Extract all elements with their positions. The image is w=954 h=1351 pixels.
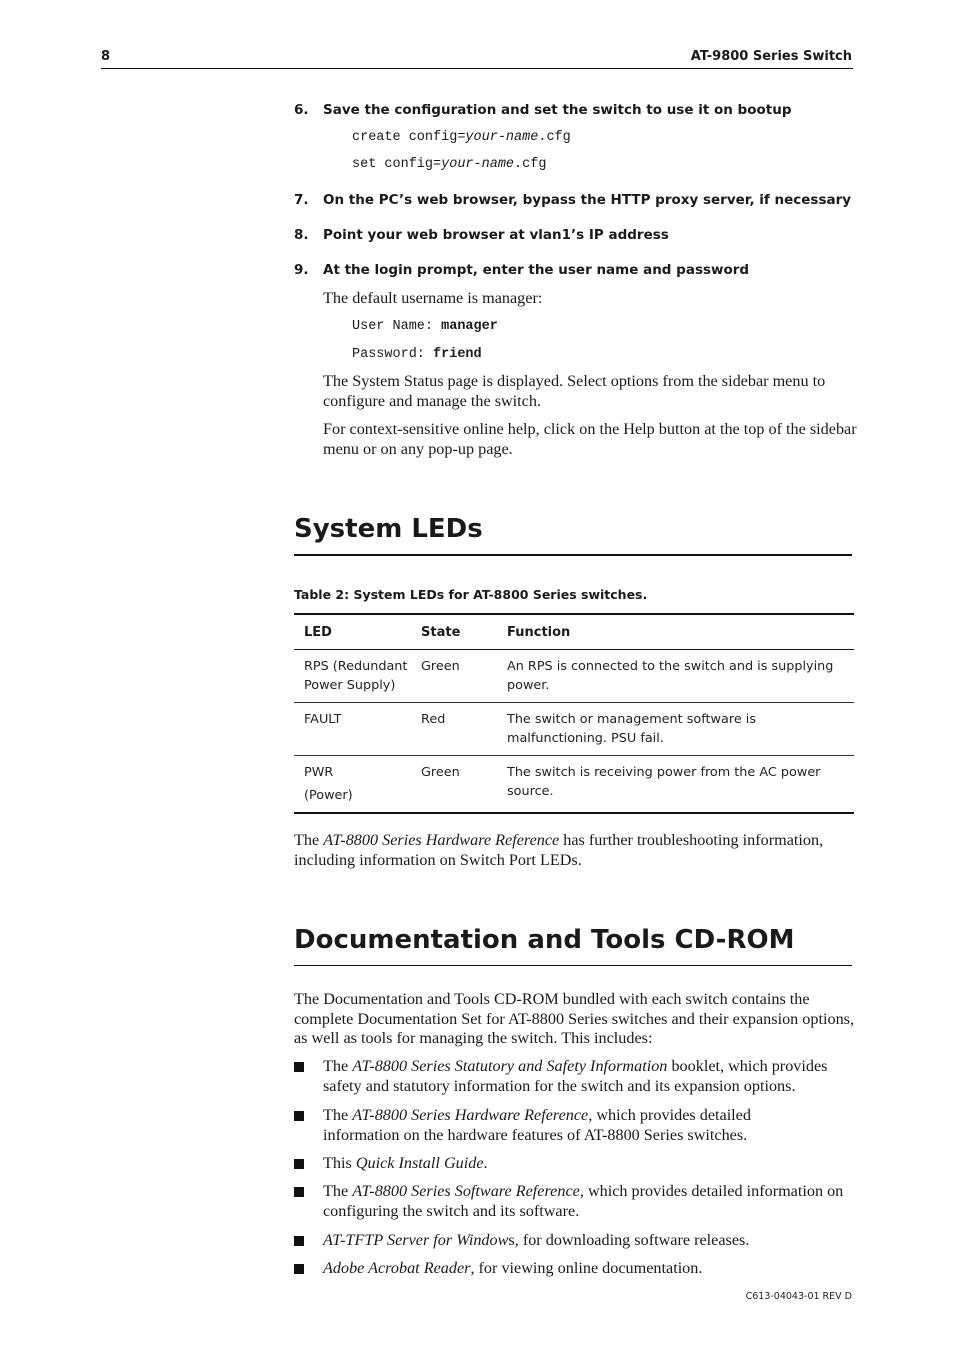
cell-led-sub: (Power) — [304, 788, 353, 803]
cell-led: FAULT — [304, 712, 342, 727]
cell-state: Green — [421, 659, 460, 674]
code-create-config — [352, 130, 571, 145]
section-heading-system-leds: System LEDs — [294, 514, 483, 544]
code-password — [352, 347, 482, 362]
doc-title: AT-8800 Series Hardware Reference — [352, 1106, 589, 1124]
text: This — [323, 1154, 356, 1172]
login-intro: The default username is manager: — [323, 289, 543, 307]
step-text: On the PC’s web browser, bypass the HTTP proxy server, if necessary — [323, 192, 852, 208]
leds-followup-paragraph — [294, 831, 859, 870]
text: , which provides detailed information on configuring the switch and its software. — [323, 1182, 844, 1220]
text: booklet, which provides safety and statutory information for the switch and its expansion options. — [323, 1057, 828, 1095]
code-text: set config= — [352, 157, 442, 172]
code-set-config — [352, 157, 546, 172]
table-row-rule — [294, 702, 854, 703]
code-variable: your-name — [465, 130, 539, 145]
list-item-text — [323, 1154, 858, 1174]
text: , which provides detailed information on the hardware features of AT-8800 Series switches. — [323, 1106, 751, 1144]
doc-title: AT-8800 Series Software Reference — [352, 1182, 580, 1200]
cell-led: PWR — [304, 765, 334, 780]
bullet-square-icon — [294, 1236, 304, 1246]
step-number: 7. — [294, 192, 309, 208]
page-number: 8 — [101, 49, 111, 64]
cell-function: An RPS is connected to the switch and is supplying power. — [507, 659, 834, 693]
running-title: AT-9800 Series Switch — [690, 49, 852, 64]
docs-intro: The Documentation and Tools CD-ROM bundled with each switch contains the complete Documentation Set for AT-8800 Series switches and their expansion options, as well as tools for managing the switch. This includes: — [294, 990, 855, 1047]
table-top-rule — [294, 613, 854, 615]
heading-rule — [294, 965, 852, 966]
step-number: 9. — [294, 262, 309, 278]
list-item-text — [323, 1106, 793, 1145]
document-code: C613-04043-01 REV D — [745, 1291, 852, 1302]
doc-title: AT-TFTP Server for Window — [323, 1231, 509, 1249]
step-number: 6. — [294, 102, 309, 118]
column-header-led: LED — [304, 625, 332, 640]
text: The — [323, 1182, 353, 1200]
bullet-square-icon — [294, 1062, 304, 1072]
step-text: At the login prompt, enter the user name and password — [323, 262, 750, 278]
table-caption: Table 2: System LEDs for AT-8800 Series switches. — [294, 587, 648, 602]
cell-state: Green — [421, 765, 460, 780]
text: has further troubleshooting information, including information on Switch Port LEDs. — [294, 831, 824, 869]
bullet-square-icon — [294, 1187, 304, 1197]
heading-rule — [294, 554, 852, 556]
login-paragraph-1: The System Status page is displayed. Select options from the sidebar menu to configure and manage the switch. — [323, 372, 826, 410]
code-value: friend — [433, 347, 482, 362]
code-text: create config= — [352, 130, 466, 145]
section-heading-documentation: Documentation and Tools CD-ROM — [294, 925, 795, 955]
bullet-square-icon — [294, 1159, 304, 1169]
code-label: User Name: — [352, 319, 434, 334]
list-item-text — [323, 1057, 858, 1096]
header-rule — [101, 68, 853, 69]
code-text: .cfg — [538, 130, 571, 145]
cell-state: Red — [421, 712, 446, 727]
doc-title: Quick Install Guide — [355, 1154, 484, 1172]
text: . — [483, 1154, 488, 1172]
list-item-text — [323, 1182, 858, 1221]
table-header-rule — [294, 649, 854, 650]
cell-led: RPS (Redundant Power Supply) — [304, 659, 408, 693]
code-value: manager — [441, 319, 498, 334]
cell-function: The switch is receiving power from the AC power source. — [507, 765, 821, 799]
table-row-rule — [294, 755, 854, 756]
code-text: .cfg — [514, 157, 547, 172]
code-username — [352, 319, 498, 334]
doc-title: AT-8800 Series Statutory and Safety Information — [352, 1057, 668, 1075]
text: The — [294, 831, 324, 849]
step-number: 8. — [294, 227, 309, 243]
doc-title: Adobe Acrobat Reader — [323, 1259, 471, 1277]
text: The — [323, 1057, 353, 1075]
code-label: Password: — [352, 347, 425, 362]
list-item-text — [323, 1259, 858, 1279]
doc-title: AT-8800 Series Hardware Reference — [323, 831, 560, 849]
list-item-text — [323, 1231, 858, 1251]
text: s, for downloading software releases. — [508, 1231, 750, 1249]
column-header-state: State — [421, 625, 461, 640]
cell-function: The switch or management software is malfunctioning. PSU fail. — [507, 712, 756, 746]
column-header-function: Function — [507, 625, 571, 640]
text: , for viewing online documentation. — [470, 1259, 703, 1277]
bullet-square-icon — [294, 1264, 304, 1274]
text: The — [323, 1106, 353, 1124]
step-text: Save the configuration and set the switch to use it on bootup — [323, 102, 792, 118]
table-bottom-rule — [294, 812, 854, 814]
login-paragraph-2: For context-sensitive online help, click on the Help button at the top of the sidebar menu or on any pop-up page. — [323, 420, 857, 458]
bullet-square-icon — [294, 1111, 304, 1121]
code-variable: your-name — [441, 157, 515, 172]
step-text: Point your web browser at vlan1’s IP address — [323, 227, 669, 243]
